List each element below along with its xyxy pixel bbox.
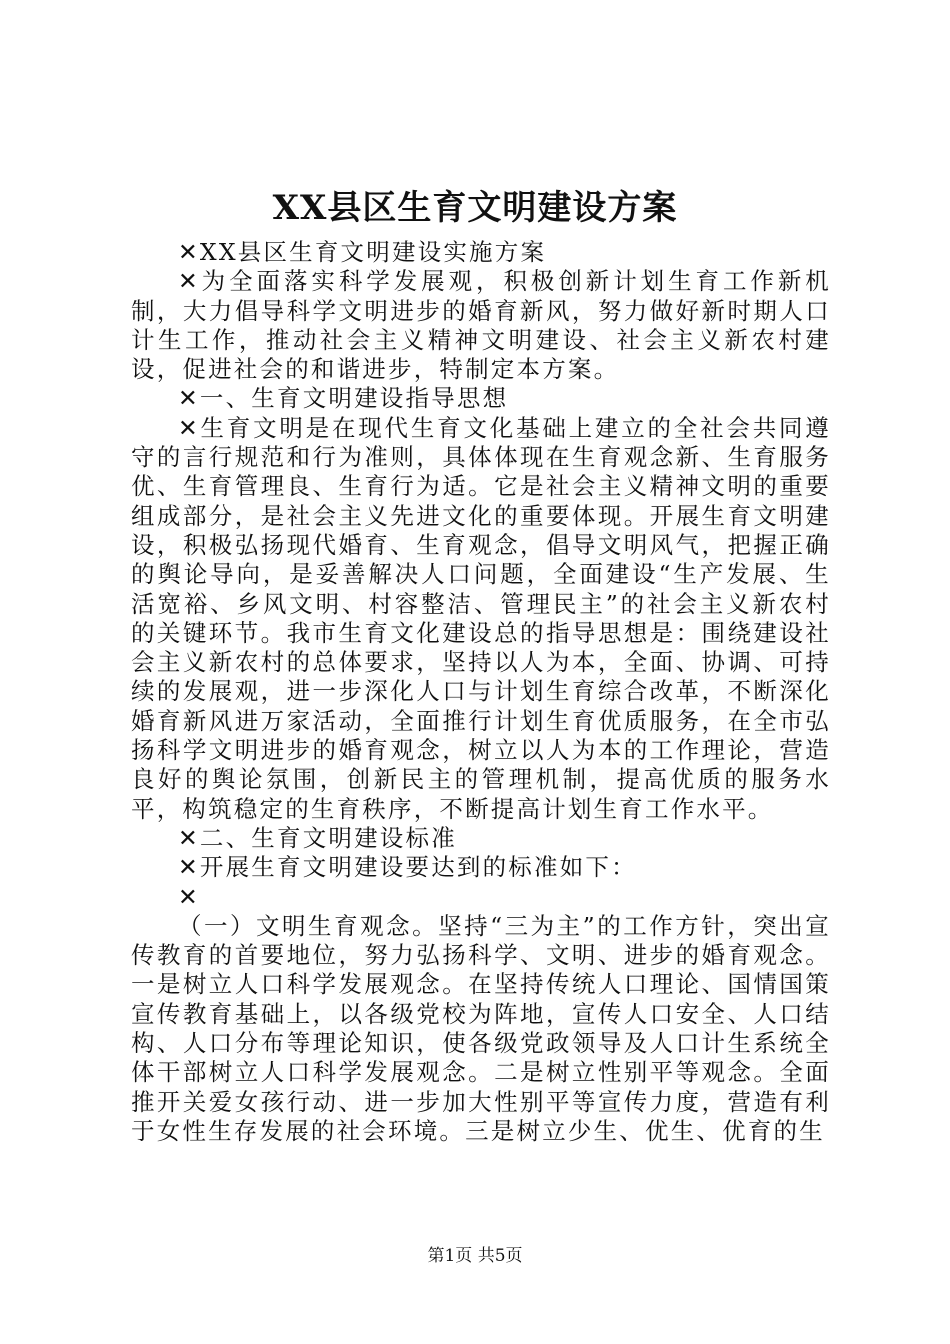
document-body [131, 238, 831, 1146]
paragraph-subtitle: ✕XX县区生育文明建设实施方案 [178, 238, 547, 266]
section-heading-2: ✕二、生育文明建设标准 [178, 823, 457, 852]
paragraph-marker: ✕ [178, 882, 200, 911]
section-heading-1: ✕一、生育文明建设指导思想 [178, 384, 509, 413]
paragraph-guiding-thought: ✕生育文明是在现代生育文化基础上建立的全社会共同遵守的言行规范和行为准则，具体体现在生育观念新、生育服务优、生育管理良、生育行为适。它是社会主义精神文明的重要组成部分，是社会主义先进文化的重要体现。开展生育文明建设，积极弘扬现代婚育、生育观念，倡导文明风气，把握正确的舆论导向，是妥善解决人口问题，全面建设“生产发展、生活宽裕、乡风文明、村容整洁、管理民主”的社会主义新农村的关键环节。我市生育文化建设总的指导思想是：围绕建设社会主义新农村的总体要求，坚持以人为本，全面、协调、可持续的发展观，进一步深化人口与计划生育综合改革，不断深化婚育新风进万家活动，全面推行计划生育优质服务，在全市弘扬科学文明进步的婚育观念，树立以人为本的工作理论，营造良好的舆论氛围，创新民主的管理机制，提高优质的服务水平，构筑稳定的生育秩序，不断提高计划生育工作水平。 [131, 413, 831, 823]
paragraph-intro: ✕为全面落实科学发展观，积极创新计划生育工作新机制，大力倡导科学文明进步的婚育新风，努力做好新时期人口计生工作，推动社会主义精神文明建设、社会主义新农村建设，促进社会的和谐进步，特制定本方案。 [131, 267, 831, 384]
document-title: XX县区生育文明建设方案 [272, 188, 678, 228]
paragraph-standards-intro: ✕开展生育文明建设要达到的标准如下： [178, 853, 637, 882]
page-footer: 第1页 共5页 [427, 1246, 523, 1266]
paragraph-civilized-concept: （一）文明生育观念。坚持“三为主”的工作方针，突出宣传教育的首要地位，努力弘扬科学、文明、进步的婚育观念。一是树立人口科学发展观念。在坚持传统人口理论、国情国策宣传教育基础上，以各级党校为阵地，宣传人口安全、人口结构、人口分布等理论知识，使各级党政领导及人口计生系统全体干部树立人口科学发展观念。二是树立性别平等观念。全面推开关爱女孩行动、进一步加大性别平等宣传力度，营造有利于女性生存发展的社会环境。三是树立少生、优生、优育的生 [131, 911, 831, 1145]
